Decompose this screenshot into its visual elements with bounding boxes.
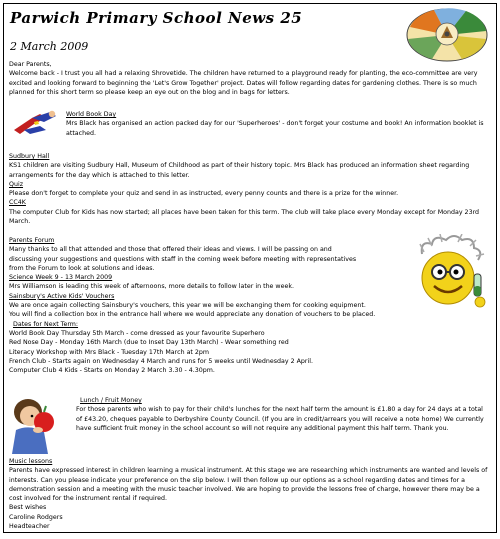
- date-item: Computer Club 4 Kids - Starts on Monday 2 March 3.30 - 4.30pm.: [9, 367, 215, 375]
- superhero-icon: [10, 108, 60, 138]
- dates-heading: Dates for Next Term:: [13, 320, 79, 328]
- quiz-heading: Quiz: [9, 180, 24, 188]
- greeting: Dear Parents,: [9, 61, 52, 68]
- world-book-day-heading: World Book Day: [66, 111, 117, 118]
- child-eating-apple-icon: [10, 396, 76, 454]
- date-item: French Club - Starts again on Wednesday 4 March and runs for 5 weeks until Wednesday 2 April.: [9, 357, 313, 365]
- world-book-day-text: Mrs Black has organised an action packed day for our 'Superheroes' - don't forget your costume and book! An information booklet is attached.: [66, 120, 484, 137]
- quiz-text: Please don't forget to complete your quiz and send in as instructed, every penny counts and there is a prize for the winner.: [9, 190, 399, 198]
- world-book-day-section: [66, 110, 486, 138]
- date-item: Red Nose Day - Monday 16th March (due to Inset Day 13th March) - Wear something red: [9, 339, 289, 347]
- intro-text: Welcome back - I trust you all had a relaxing Shrovetide. The children have returned to a playground ready for planting, the eco-committee are very excited and looking forward to beginning the 'Let's Grow Together' project. Dates will follow regarding dates for gardening clothes. There is so much planned for this short term so please keep an eye out on the blog and in bags for letters.: [9, 70, 478, 96]
- scientist-smiley-icon: [412, 234, 488, 314]
- sainsburys-heading: Sainsbury's Active Kids' Vouchers: [9, 292, 115, 300]
- closing-text: Best wishes: [9, 504, 47, 512]
- date-item: Literacy Workshop with Mrs Black - Tuesday 17th March at 2pm: [9, 348, 210, 356]
- music-section: [9, 457, 490, 531]
- newsletter-date: 2 March 2009: [10, 40, 89, 53]
- cc4k-text: The computer Club for Kids has now started; all places have been taken for this term. The club will take place every Monday except for Monday 23rd March.: [9, 208, 480, 226]
- science-week-heading: Science Week 9 - 13 March 2009: [9, 274, 113, 282]
- parents-forum-heading: Parents Forum: [9, 237, 55, 244]
- sudbury-hall-text: KS1 children are visiting Sudbury Hall, Museum of Childhood as part of their history topic. Mrs Black has produced an information sheet regarding arrangements for the day which is attached to this letter.: [9, 162, 470, 179]
- sections-upper: [9, 152, 490, 226]
- sudbury-hall-heading: Sudbury Hall: [9, 153, 50, 160]
- parents-forum-line: discussing your suggestions and questions with staff in the coming week before meeting with representatives: [9, 255, 357, 263]
- music-heading: Music lessons: [9, 458, 53, 465]
- date-item: World Book Day Thursday 5th March - come dressed as your favourite Superhero: [9, 329, 265, 337]
- signatory-name: Caroline Rodgers: [9, 513, 63, 521]
- intro-section: [9, 60, 490, 97]
- parents-forum-line: from the Forum to look at solutions and ideas.: [9, 264, 155, 272]
- newsletter-page: [3, 3, 497, 533]
- lunch-section: [76, 396, 490, 433]
- parents-forum-line: Many thanks to all that attended and those that offered their ideas and views. I will be passing on and: [9, 246, 332, 254]
- sections-middle: [9, 236, 416, 375]
- sainsburys-line: We are once again collecting Sainsbury's vouchers, this year we will be exchanging them for cooking equipment.: [9, 302, 366, 310]
- sainsburys-line: You will find a collection box in the entrance hall where we would appreciate any donation of vouchers to be placed.: [9, 311, 376, 319]
- school-logo-icon: [404, 7, 490, 63]
- cc4k-heading: CC4K: [9, 199, 26, 207]
- signatory-role: Headteacher: [9, 523, 50, 531]
- newsletter-title: Parwich Primary School News 25: [10, 9, 303, 27]
- lunch-heading: Lunch / Fruit Money: [80, 397, 142, 404]
- music-text: Parents have expressed interest in children learning a musical instrument. At this stage we are researching which instruments are wanted and levels of interests. Can you please indicate your preference on the slip below. I will then follow up our options as a school regarding dates and times for a demonstration session and a meeting with the music teacher involved. We are hoping to provide the lessons free of charge, however there may be a cost involved for the instrument rental if required.: [9, 467, 488, 503]
- lunch-text: For those parents who wish to pay for their child's lunches for the next half term the amount is £1.80 a day for 24 days at a total of £43.20, cheques payable to Derbyshire County Council. (If you are in credit/arrears you will receive a note home) We currently have sufficient fruit money in the school account so will not require any additional payment this half term. Thank you.: [76, 406, 484, 432]
- science-week-text: Mrs Williamson is leading this week of afternoons, more details to follow later in the week.: [9, 283, 294, 291]
